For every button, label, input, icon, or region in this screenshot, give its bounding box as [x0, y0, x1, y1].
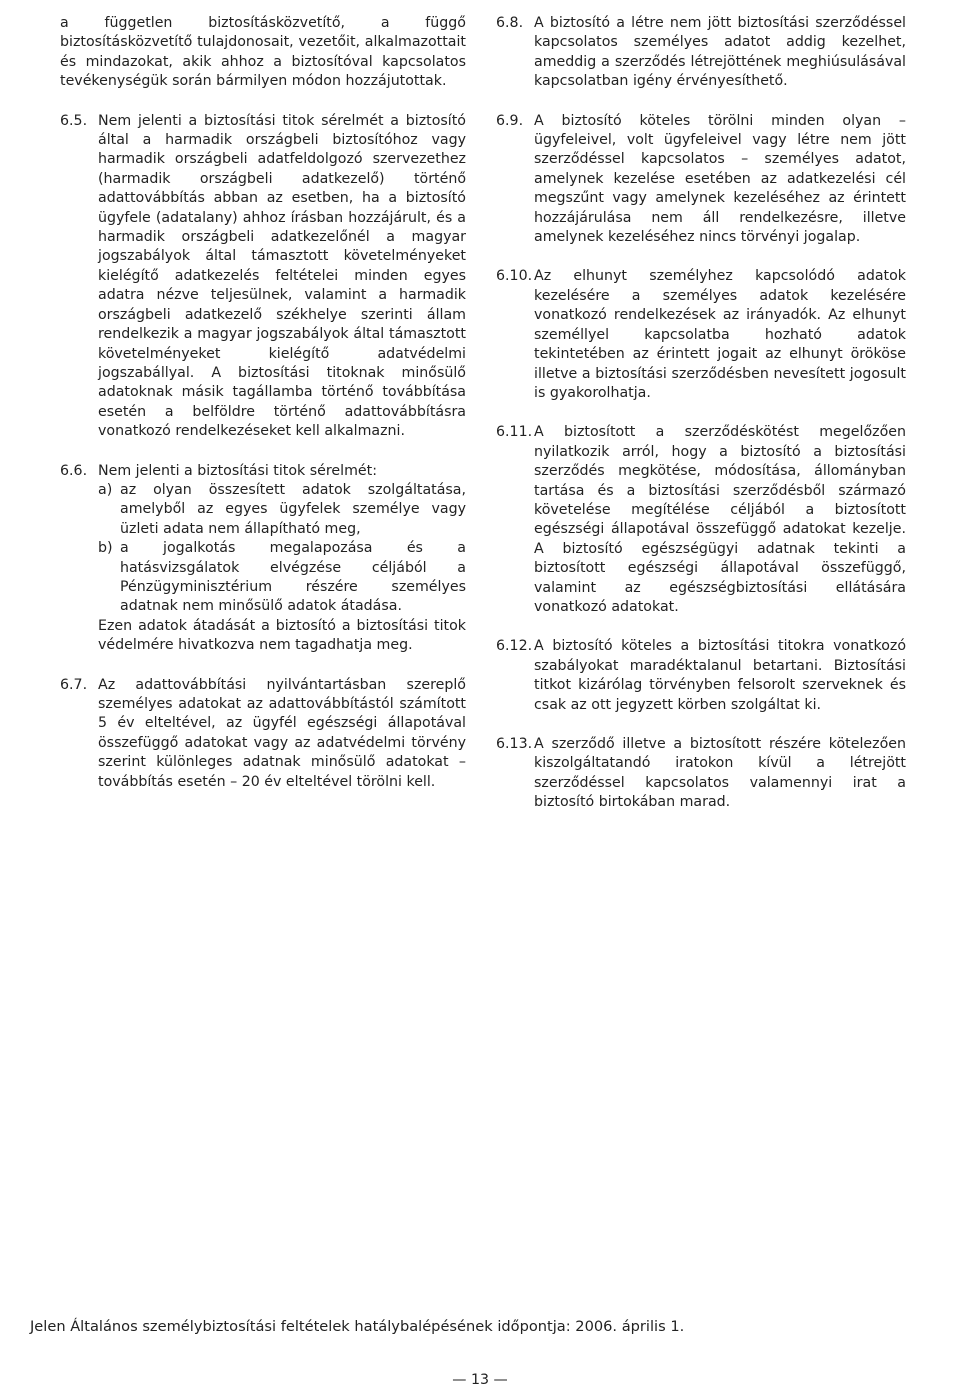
section-number: 6.6. — [60, 462, 88, 479]
list-text: az olyan összesített adatok szolgáltatása, amelyből az egyes ügyfelek személye vagy üzleti adata nem állapítható meg, — [120, 481, 466, 537]
right-column — [496, 14, 906, 813]
effective-date-note: Jelen Általános személybiztosítási feltételek hatálybalépésének időpontja: 2006. április 1. — [30, 1318, 685, 1335]
section-closing: Ezen adatok átadását a biztosító a biztosítási titok védelmére hivatkozva nem tagadhatja meg. — [98, 617, 466, 654]
section-6-12 — [496, 637, 906, 715]
section-6-8 — [496, 14, 906, 92]
list-label: b) — [98, 540, 113, 557]
section-number: 6.7. — [60, 676, 88, 693]
section-6-7 — [60, 676, 466, 792]
section-number: 6.12. — [496, 638, 533, 655]
section-6-13 — [496, 735, 906, 813]
list-item-a — [98, 481, 466, 539]
section-text: A biztosító köteles törölni minden olyan – ügyfeleivel, volt ügyfeleivel vagy létre nem jött szerződéssel kapcsolatos – személyes adatot, amelynek kezelése esetében az adatkezelési cél megszűnt vagy amelynek kezeléséhez az érintett hozzájárulása nem áll rendelkezésre, illetve amelynek kezeléséhez nincs törvényi jogalap. — [534, 112, 906, 246]
section-number: 6.8. — [496, 15, 524, 31]
section-number: 6.9. — [496, 112, 524, 129]
section-text: Az elhunyt személyhez kapcsolódó adatok kezelésére a személyes adatok kezelésére vonatkozó rendelkezések az irányadók. Az elhunyt személlyel kapcsolatba hozható adatok tekintetében az érintett jogait az elhunyt örököse illetve a biztosítási szerződésben nevesített jogosult is gyakorolhatja. — [534, 268, 906, 401]
section-6-11 — [496, 423, 906, 617]
list-label: a) — [98, 481, 113, 498]
section-text: A szerződő illetve a biztosított részére kötelezően kiszolgáltatandó iratokon kívül a létrejött szerződéssel kapcsolatos valamennyi irat a biztosító birtokában marad. — [534, 736, 906, 811]
section-6-10 — [496, 267, 906, 403]
list-item-b — [98, 539, 466, 617]
section-text: A biztosító köteles a biztosítási titokra vonatkozó szabályokat maradéktalanul betartani. Biztosítási titkot kizárólag törvényben felsorolt szerveknek és csak az ott jegyzett körben szolgáltat ki. — [534, 638, 906, 713]
left-column — [60, 14, 466, 792]
section-lead: Nem jelenti a biztosítási titok sérelmét: — [98, 462, 377, 479]
section-number: 6.10. — [496, 268, 533, 285]
intro-paragraph: a független biztosításközvetítő, a függő biztosításközvetítő tulajdonosait, vezetőit, alkalmazottait és mindazokat, akik ahhoz a biztosítóval kapcsolatos tevékenységük során bármilyen módon hozzájutottak. — [60, 15, 466, 90]
page-number: — 13 — — [452, 1372, 508, 1388]
section-number: 6.11. — [496, 424, 533, 441]
section-number: 6.5. — [60, 112, 88, 129]
section-6-6 — [60, 462, 466, 656]
section-body — [98, 462, 466, 656]
section-6-5 — [60, 112, 466, 442]
list-text: a jogalkotás megalapozása és a hatásvizsgálatok elvégzése céljából a Pénzügyminisztérium részére személyes adatnak nem minősülő adatok átadása. — [120, 540, 466, 615]
section-6-9 — [496, 112, 906, 248]
section-text: A biztosított a szerződéskötést megelőzően nyilatkozik arról, hogy a biztosító a biztosítási szerződés megkötése, módosítása, állományban tartása és a biztosítási szerződésből származó követelése megítélése céljából a biztosított egészségi állapotával összefüggő adatokat kezelje. A biztosító egészségügyi adatnak tekinti a biztosított egészségi állapotával összefüggő, valamint az egészségbiztosítási ellátására vonatkozó adatokat. — [534, 424, 906, 615]
section-text: Az adattovábbítási nyilvántartásban szereplő személyes adatokat az adattovábbítástól számított 5 év elteltével, az ügyfél egészségi állapotával összefüggő adatokat vagy az adatvédelmi törvény szerint különleges adatnak minősülő adatokat – továbbítás esetén – 20 év elteltével törölni kell. — [98, 676, 466, 790]
section-text: Nem jelenti a biztosítási titok sérelmét a biztosító által a harmadik országbeli biztosítóhoz vagy harmadik országbeli adatfeldolgozó szervezethez (harmadik országbeli adatkezelő) történő adattovábbítás abban az esetben, ha a biztosító ügyfele (adatalany) ahhoz írásban hozzájárult, és a harmadik országbeli adatkezelőnél a magyar jogszabályok által támasztott követelményeket kielégítő adatkezelés feltételei minden egyes adatra nézve teljesülnek, valamint a harmadik országbeli adatkezelő székhelye szerinti állam rendelkezik a magyar jogszabályok által támasztott követelményeket kielégítő adatvédelmi jogszabállyal. A biztosítási titoknak minősülő adatoknak másik tagállamba történő továbbítása esetén a belföldre történő adattovábbításra vonatkozó rendelkezéseket kell alkalmazni. — [98, 112, 466, 440]
section-text: A biztosító a létre nem jött biztosítási szerződéssel kapcsolatos személyes adatot addig kezelhet, ameddig a szerződés létrejöttének meghiúsulásával kapcsolatban igény érvényesíthető. — [534, 15, 906, 90]
section-number: 6.13. — [496, 736, 533, 752]
